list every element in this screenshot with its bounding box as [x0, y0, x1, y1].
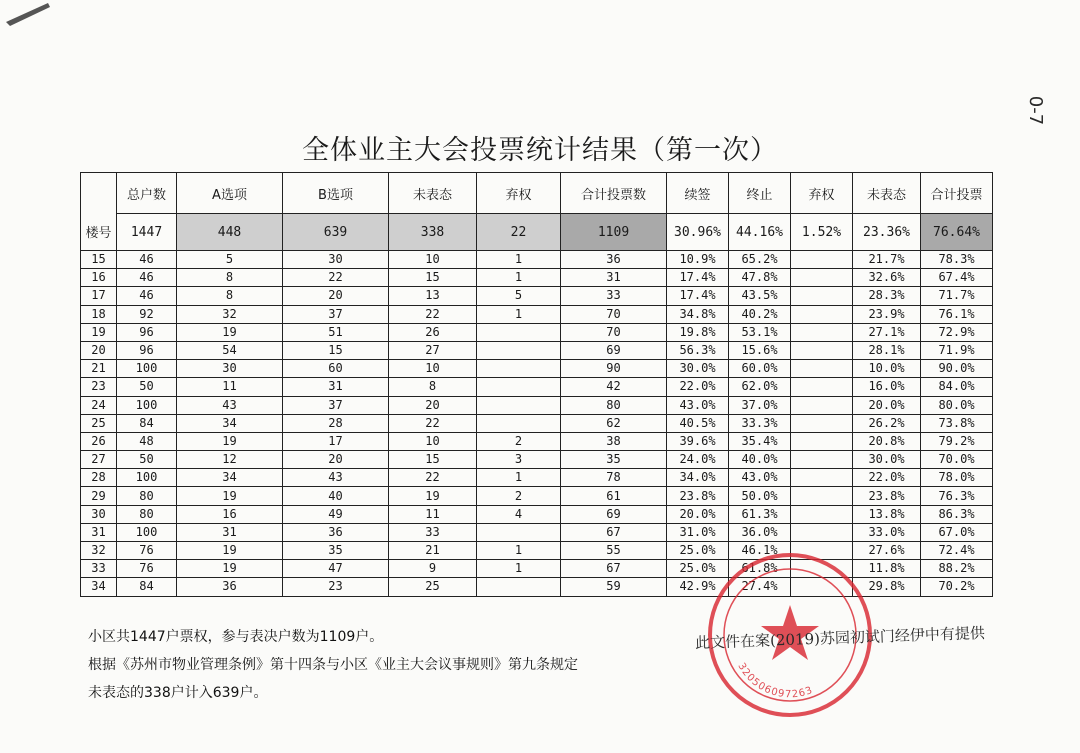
table-cell: 19: [177, 487, 283, 505]
table-cell: 100: [117, 523, 177, 541]
total-cell: 30.96%: [667, 214, 729, 251]
table-cell: 43: [177, 396, 283, 414]
vote-results-table: [80, 172, 993, 597]
table-cell: 31.0%: [667, 523, 729, 541]
building-number-cell: 15: [81, 251, 117, 269]
data-rows: [81, 251, 993, 597]
table-row: [81, 451, 993, 469]
table-cell: 61.3%: [729, 505, 791, 523]
header-cell: 总户数: [117, 173, 177, 214]
table-cell: 10.9%: [667, 251, 729, 269]
table-cell: 70.2%: [921, 578, 993, 596]
table-cell: 59: [561, 578, 667, 596]
table-cell: 33.0%: [853, 523, 921, 541]
table-cell: 69: [561, 505, 667, 523]
table-cell: 49: [283, 505, 389, 523]
table-cell: 100: [117, 469, 177, 487]
table-cell: 11.8%: [853, 560, 921, 578]
table-cell: [791, 287, 853, 305]
table-cell: 8: [177, 269, 283, 287]
table-cell: 28.1%: [853, 341, 921, 359]
table-cell: 69: [561, 341, 667, 359]
table-cell: 20.0%: [667, 505, 729, 523]
table-cell: 10: [389, 360, 477, 378]
table-cell: 1: [477, 269, 561, 287]
table-cell: 22: [283, 269, 389, 287]
table-cell: [477, 323, 561, 341]
building-number-cell: 26: [81, 432, 117, 450]
building-number-cell: 23: [81, 378, 117, 396]
table-cell: 70: [561, 305, 667, 323]
table-cell: 25.0%: [667, 560, 729, 578]
table-cell: 35.4%: [729, 432, 791, 450]
table-cell: 11: [389, 505, 477, 523]
building-number-cell: 24: [81, 396, 117, 414]
table-cell: [791, 323, 853, 341]
table-cell: 100: [117, 396, 177, 414]
table-cell: [477, 523, 561, 541]
header-cell: 合计投票: [921, 173, 993, 214]
table-cell: 12: [177, 451, 283, 469]
table-cell: 23.9%: [853, 305, 921, 323]
table-cell: 29.8%: [853, 578, 921, 596]
table-cell: 15: [283, 341, 389, 359]
table-row: [81, 341, 993, 359]
table-cell: 27.1%: [853, 323, 921, 341]
table-cell: 73.8%: [921, 414, 993, 432]
table-cell: 20: [283, 451, 389, 469]
table-cell: 34: [177, 469, 283, 487]
building-number-cell: 34: [81, 578, 117, 596]
header-cell: A选项: [177, 173, 283, 214]
table-cell: 27.4%: [729, 578, 791, 596]
table-cell: 65.2%: [729, 251, 791, 269]
table-cell: 16: [177, 505, 283, 523]
table-cell: 43.0%: [729, 469, 791, 487]
table-cell: 23: [283, 578, 389, 596]
table-cell: 34.8%: [667, 305, 729, 323]
table-cell: 50: [117, 451, 177, 469]
table-cell: 30.0%: [667, 360, 729, 378]
total-cell: 1109: [561, 214, 667, 251]
table-cell: 24.0%: [667, 451, 729, 469]
table-cell: 71.9%: [921, 341, 993, 359]
total-row: [81, 214, 993, 251]
table-cell: 42.9%: [667, 578, 729, 596]
table-cell: 13.8%: [853, 505, 921, 523]
table-cell: [791, 396, 853, 414]
building-number-cell: 16: [81, 269, 117, 287]
table-cell: 78: [561, 469, 667, 487]
table-cell: 39.6%: [667, 432, 729, 450]
building-number-cell: 18: [81, 305, 117, 323]
table-row: [81, 523, 993, 541]
table-cell: 46: [117, 269, 177, 287]
note-line: 未表态的338户计入639户。: [88, 685, 268, 701]
table-cell: 80.0%: [921, 396, 993, 414]
table-cell: 30.0%: [853, 451, 921, 469]
table-cell: 40.0%: [729, 451, 791, 469]
table-cell: 1: [477, 560, 561, 578]
header-cell: 合计投票数: [561, 173, 667, 214]
table-cell: 27: [389, 341, 477, 359]
table-cell: [477, 341, 561, 359]
table-cell: 80: [561, 396, 667, 414]
header-cell: B选项: [283, 173, 389, 214]
table-cell: 37: [283, 305, 389, 323]
table-cell: 33.3%: [729, 414, 791, 432]
table-cell: 46: [117, 251, 177, 269]
table-cell: 70.0%: [921, 451, 993, 469]
table-cell: 28.3%: [853, 287, 921, 305]
table-cell: 72.4%: [921, 542, 993, 560]
table-cell: 20.0%: [853, 396, 921, 414]
table-cell: 20.8%: [853, 432, 921, 450]
table-cell: 1: [477, 251, 561, 269]
table-row: [81, 414, 993, 432]
table-cell: 3: [477, 451, 561, 469]
table-row: [81, 487, 993, 505]
table-cell: 61: [561, 487, 667, 505]
table-cell: [791, 487, 853, 505]
total-cell: 448: [177, 214, 283, 251]
table-cell: 19: [389, 487, 477, 505]
table-cell: 1: [477, 305, 561, 323]
table-row: [81, 305, 993, 323]
table-cell: 19.8%: [667, 323, 729, 341]
table-cell: 50: [117, 378, 177, 396]
table-cell: 35: [283, 542, 389, 560]
building-number-cell: 25: [81, 414, 117, 432]
table-cell: 51: [283, 323, 389, 341]
table-cell: 76: [117, 542, 177, 560]
pen-mark-icon: [4, 0, 52, 30]
table-cell: [477, 378, 561, 396]
notes-block: [88, 623, 578, 707]
total-cell: 44.16%: [729, 214, 791, 251]
table-cell: 90: [561, 360, 667, 378]
table-cell: 54: [177, 341, 283, 359]
table-cell: 25: [389, 578, 477, 596]
total-cell: 1447: [117, 214, 177, 251]
table-cell: 76.1%: [921, 305, 993, 323]
table-cell: [791, 414, 853, 432]
table-cell: 10: [389, 251, 477, 269]
building-number-cell: 17: [81, 287, 117, 305]
building-number-cell: 21: [81, 360, 117, 378]
table-cell: 17.4%: [667, 287, 729, 305]
building-number-cell: 27: [81, 451, 117, 469]
table-row: [81, 469, 993, 487]
table-cell: 31: [283, 378, 389, 396]
table-cell: 36: [177, 578, 283, 596]
table-cell: 20: [283, 287, 389, 305]
header-cell: 终止: [729, 173, 791, 214]
table-cell: 62.0%: [729, 378, 791, 396]
table-cell: 31: [177, 523, 283, 541]
table-cell: 19: [177, 432, 283, 450]
table-cell: [477, 396, 561, 414]
table-cell: 40.2%: [729, 305, 791, 323]
table-cell: 21: [389, 542, 477, 560]
note-line: 根据《苏州市物业管理条例》第十四条与小区《业主大会议事规则》第九条规定: [88, 657, 578, 673]
table-cell: 22.0%: [667, 378, 729, 396]
table-cell: 43: [283, 469, 389, 487]
table-cell: [477, 414, 561, 432]
table-cell: 21.7%: [853, 251, 921, 269]
table-cell: 60.0%: [729, 360, 791, 378]
table-cell: 5: [477, 287, 561, 305]
table-cell: 42: [561, 378, 667, 396]
table-cell: [791, 251, 853, 269]
table-cell: [477, 578, 561, 596]
table-cell: 53.1%: [729, 323, 791, 341]
table-cell: 84.0%: [921, 378, 993, 396]
table-cell: 47: [283, 560, 389, 578]
table-cell: 48: [117, 432, 177, 450]
table-row: [81, 323, 993, 341]
header-cell: 弃权: [791, 173, 853, 214]
table-cell: 1: [477, 542, 561, 560]
building-label-cell: 楼号: [81, 214, 117, 251]
table-cell: [477, 360, 561, 378]
table-cell: 37: [283, 396, 389, 414]
table-cell: 16.0%: [853, 378, 921, 396]
table-cell: 71.7%: [921, 287, 993, 305]
total-cell: 23.36%: [853, 214, 921, 251]
table-cell: 33: [389, 523, 477, 541]
table-cell: 5: [177, 251, 283, 269]
building-number-cell: 20: [81, 341, 117, 359]
table-cell: 86.3%: [921, 505, 993, 523]
table-row: [81, 360, 993, 378]
table-cell: 33: [561, 287, 667, 305]
table-cell: 10.0%: [853, 360, 921, 378]
stamp-number: 320506097263: [735, 661, 815, 701]
table-cell: 32: [177, 305, 283, 323]
page-title: 全体业主大会投票统计结果（第一次）: [302, 135, 778, 166]
table-cell: 2: [477, 432, 561, 450]
table-cell: 36: [561, 251, 667, 269]
total-cell: 1.52%: [791, 214, 853, 251]
table-cell: 4: [477, 505, 561, 523]
svg-text:320506097263: [735, 661, 814, 700]
table-row: [81, 287, 993, 305]
table-cell: 79.2%: [921, 432, 993, 450]
table-cell: 22.0%: [853, 469, 921, 487]
table-cell: 26.2%: [853, 414, 921, 432]
table-cell: 36.0%: [729, 523, 791, 541]
table-cell: 46: [117, 287, 177, 305]
table-cell: 30: [177, 360, 283, 378]
table-cell: [791, 523, 853, 541]
table-cell: 43.0%: [667, 396, 729, 414]
header-cell: 未表态: [389, 173, 477, 214]
table-cell: 38: [561, 432, 667, 450]
table-cell: [791, 505, 853, 523]
table-cell: 80: [117, 487, 177, 505]
table-cell: 27.6%: [853, 542, 921, 560]
table-cell: 10: [389, 432, 477, 450]
table-cell: 37.0%: [729, 396, 791, 414]
table-cell: 9: [389, 560, 477, 578]
table-cell: 76.3%: [921, 487, 993, 505]
table-cell: 40.5%: [667, 414, 729, 432]
building-number-cell: 33: [81, 560, 117, 578]
table-cell: 31: [561, 269, 667, 287]
table-cell: 35: [561, 451, 667, 469]
table-cell: 22: [389, 414, 477, 432]
table-cell: 19: [177, 560, 283, 578]
table-cell: 88.2%: [921, 560, 993, 578]
table-row: [81, 251, 993, 269]
header-row: [81, 173, 993, 214]
table-cell: 22: [389, 305, 477, 323]
building-number-cell: 32: [81, 542, 117, 560]
table-cell: 62: [561, 414, 667, 432]
table-cell: 70: [561, 323, 667, 341]
table-cell: 96: [117, 323, 177, 341]
building-number-cell: 29: [81, 487, 117, 505]
total-cell: 338: [389, 214, 477, 251]
table-cell: 19: [177, 323, 283, 341]
table-cell: 67: [561, 560, 667, 578]
table-cell: 23.8%: [667, 487, 729, 505]
table-cell: 22: [389, 469, 477, 487]
table-cell: 30: [283, 251, 389, 269]
table-cell: [791, 451, 853, 469]
table-cell: 78.0%: [921, 469, 993, 487]
table-cell: [791, 305, 853, 323]
table-cell: 92: [117, 305, 177, 323]
table-cell: 15: [389, 269, 477, 287]
table-cell: 19: [177, 542, 283, 560]
table-cell: 78.3%: [921, 251, 993, 269]
table-cell: 96: [117, 341, 177, 359]
table-cell: 60: [283, 360, 389, 378]
table-cell: 17: [283, 432, 389, 450]
table-cell: 43.5%: [729, 287, 791, 305]
table-cell: 15.6%: [729, 341, 791, 359]
table-row: [81, 505, 993, 523]
building-number-cell: 30: [81, 505, 117, 523]
table-row: [81, 396, 993, 414]
table-row: [81, 378, 993, 396]
table-row: [81, 269, 993, 287]
table-cell: 76: [117, 560, 177, 578]
table-cell: 34.0%: [667, 469, 729, 487]
header-cell: 续签: [667, 173, 729, 214]
table-cell: 67.0%: [921, 523, 993, 541]
table-cell: 50.0%: [729, 487, 791, 505]
building-number-cell: 28: [81, 469, 117, 487]
table-cell: 34: [177, 414, 283, 432]
table-cell: 11: [177, 378, 283, 396]
table-cell: 55: [561, 542, 667, 560]
table-cell: 1: [477, 469, 561, 487]
table-cell: 28: [283, 414, 389, 432]
table-cell: 2: [477, 487, 561, 505]
table-cell: [791, 378, 853, 396]
table-cell: [791, 469, 853, 487]
table-cell: [791, 341, 853, 359]
table-cell: 13: [389, 287, 477, 305]
table-cell: 17.4%: [667, 269, 729, 287]
table-cell: 47.8%: [729, 269, 791, 287]
table-cell: 26: [389, 323, 477, 341]
building-number-cell: 19: [81, 323, 117, 341]
table-cell: 36: [283, 523, 389, 541]
table-cell: 23.8%: [853, 487, 921, 505]
corner-page-note: 0-7: [1024, 95, 1046, 126]
table-cell: 46.1%: [729, 542, 791, 560]
building-number-cell: 31: [81, 523, 117, 541]
table-cell: [791, 432, 853, 450]
table-cell: 67.4%: [921, 269, 993, 287]
table-cell: 67: [561, 523, 667, 541]
table-cell: 84: [117, 578, 177, 596]
table-cell: 8: [389, 378, 477, 396]
table-cell: 56.3%: [667, 341, 729, 359]
total-cell: 76.64%: [921, 214, 993, 251]
table-cell: 32.6%: [853, 269, 921, 287]
table-cell: 8: [177, 287, 283, 305]
table-cell: [791, 269, 853, 287]
table-cell: 20: [389, 396, 477, 414]
table-cell: 100: [117, 360, 177, 378]
total-cell: 22: [477, 214, 561, 251]
table-row: [81, 432, 993, 450]
total-cell: 639: [283, 214, 389, 251]
table-cell: 90.0%: [921, 360, 993, 378]
table-cell: [791, 360, 853, 378]
table-cell: 15: [389, 451, 477, 469]
table-cell: 72.9%: [921, 323, 993, 341]
header-cell: 未表态: [853, 173, 921, 214]
header-cell-building: [81, 173, 117, 214]
header-cell: 弃权: [477, 173, 561, 214]
table-cell: 80: [117, 505, 177, 523]
note-line: 小区共1447户票权，参与表决户数为1109户。: [88, 629, 384, 645]
handwritten-note: 此文件在案(2019)苏园初试门经伊中有提供: [694, 623, 986, 653]
table-cell: 40: [283, 487, 389, 505]
table-cell: 84: [117, 414, 177, 432]
table-cell: 61.8%: [729, 560, 791, 578]
table-cell: 25.0%: [667, 542, 729, 560]
